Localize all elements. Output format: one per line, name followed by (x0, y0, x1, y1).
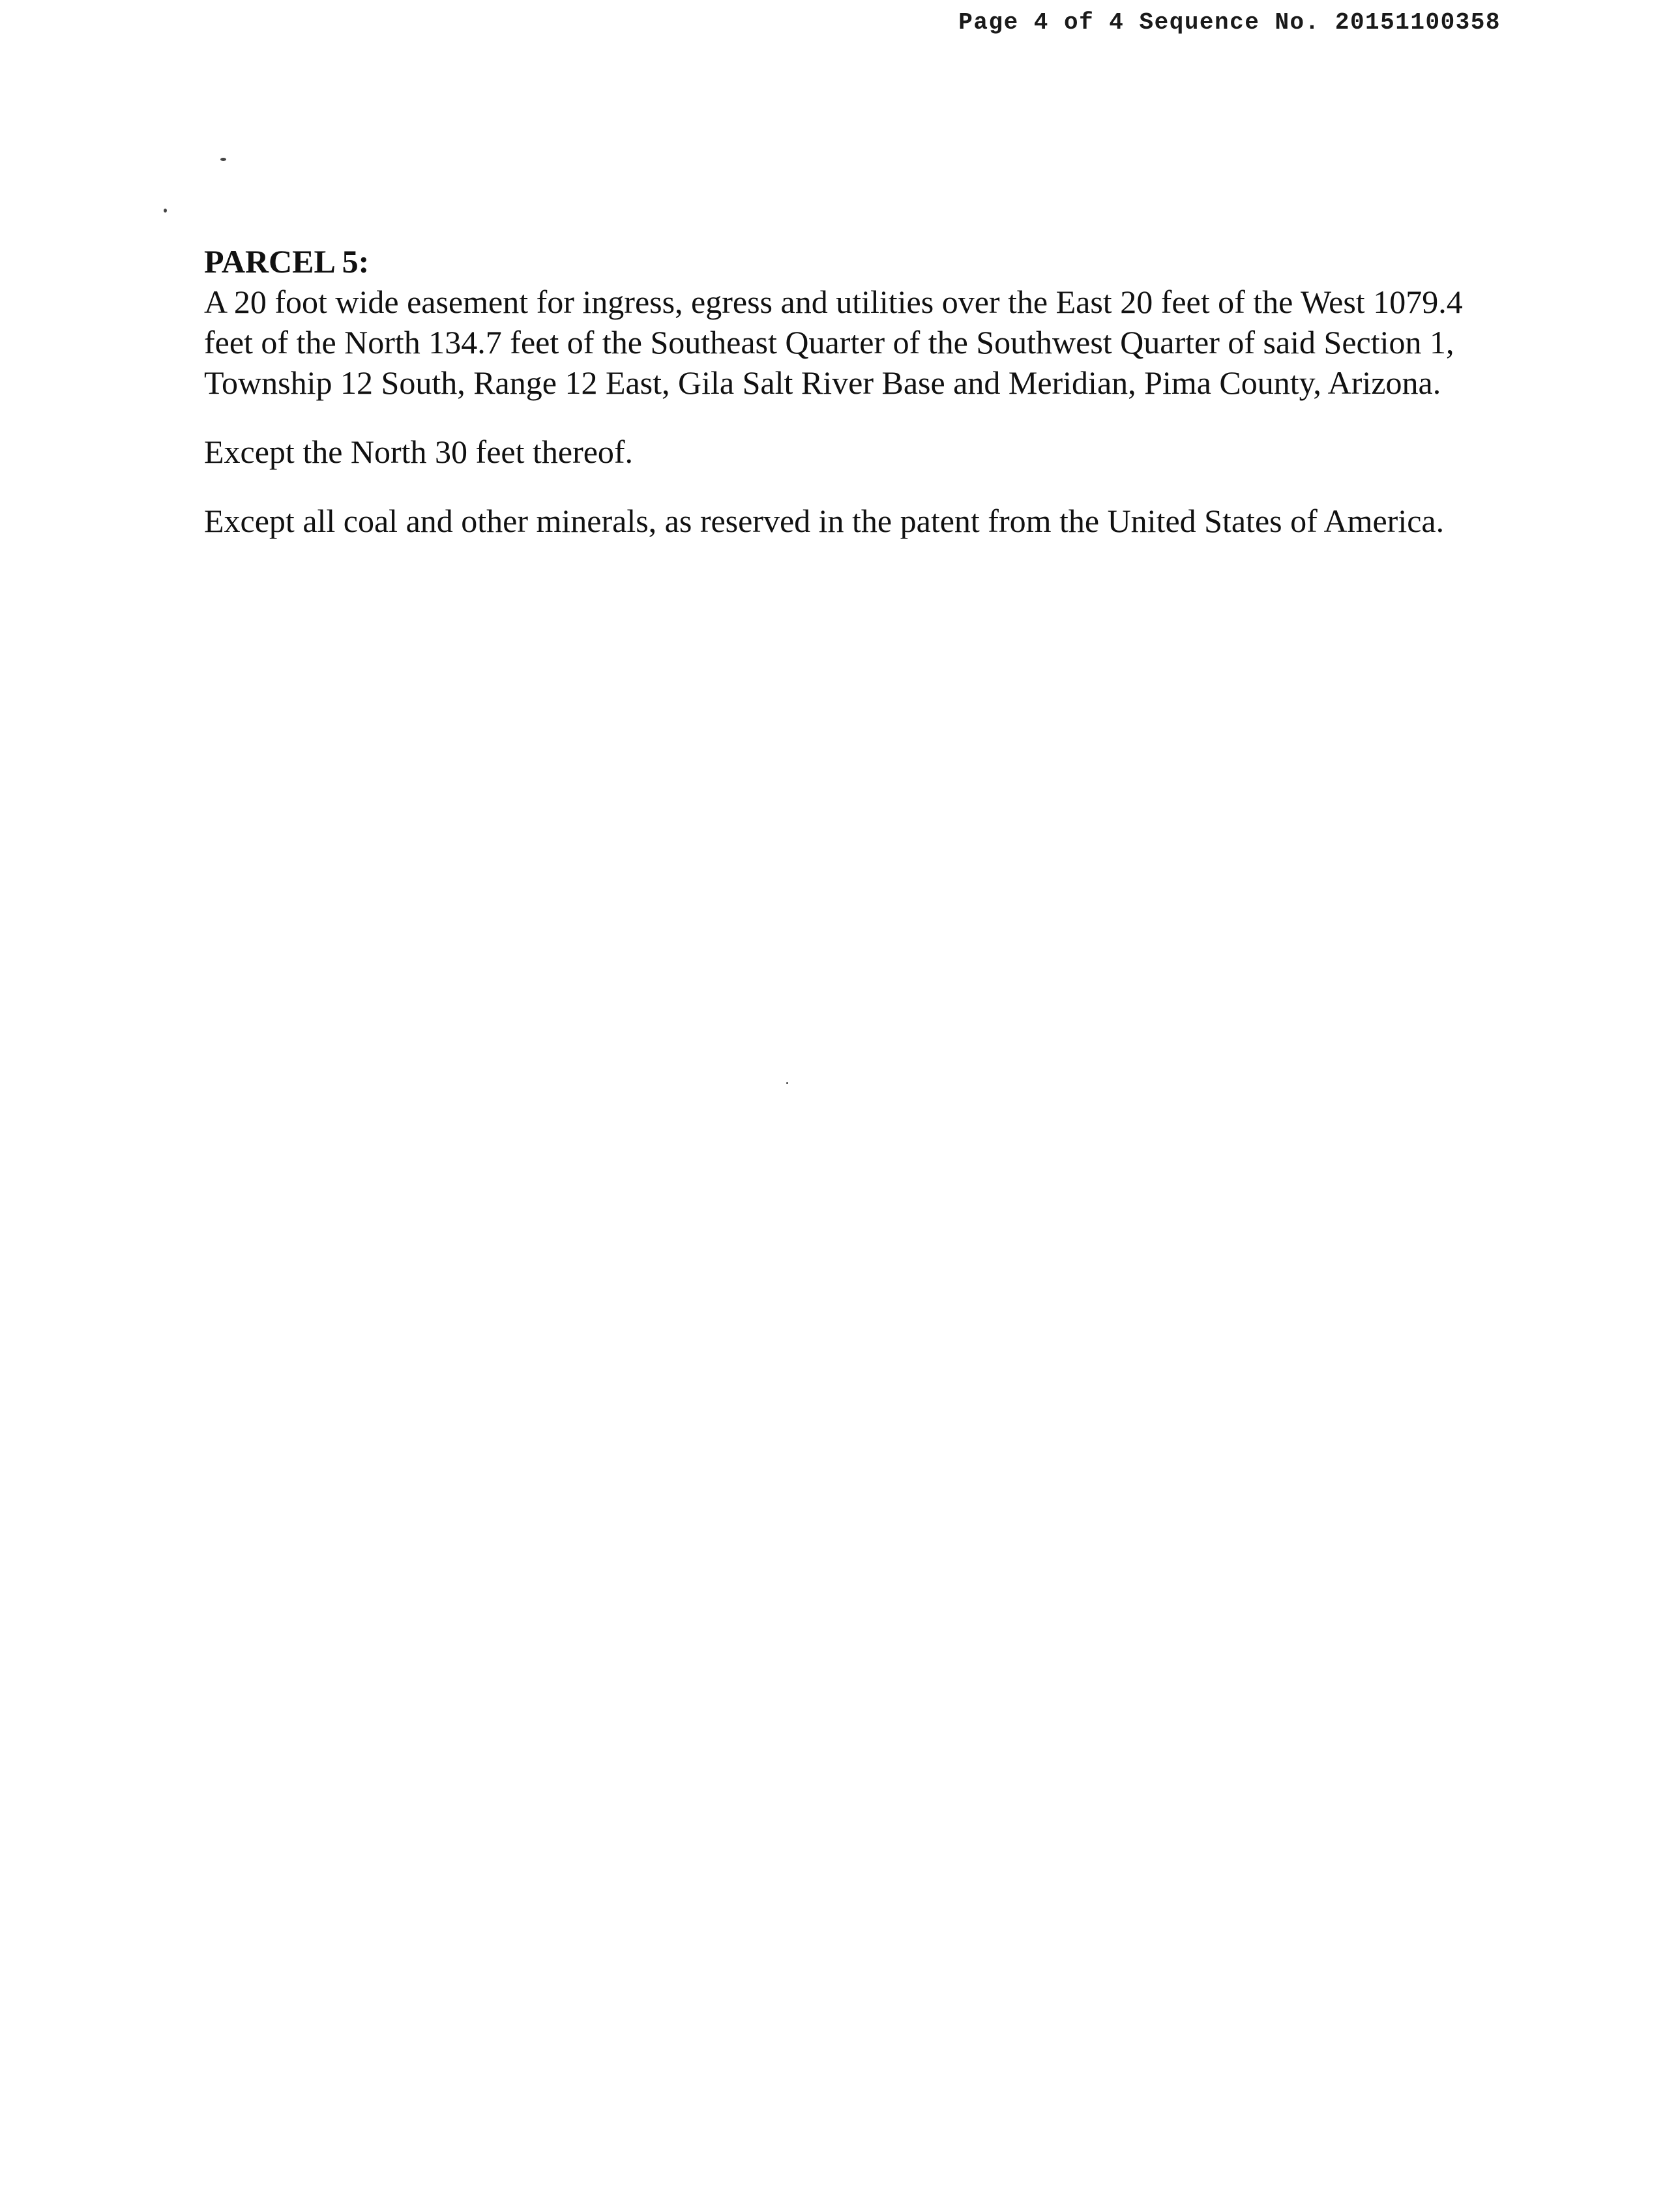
scan-speck (164, 209, 167, 213)
page-sequence-header: Page 4 of 4 Sequence No. 20151100358 (958, 9, 1501, 36)
parcel-heading: PARCEL 5: (204, 243, 370, 280)
parcel-section (204, 241, 1540, 541)
exception-minerals: Except all coal and other minerals, as reserved in the patent from the United States of America. (204, 503, 1445, 539)
exception-north-30-feet: Except the North 30 feet thereof. (204, 434, 634, 470)
scan-speck (786, 1082, 788, 1084)
parcel-description: A 20 foot wide easement for ingress, egress and utilities over the East 20 feet of the West 1079.4 feet of the North 134.7 feet of the Southeast Quarter of the Southwest Quarter of said Section 1, Township 12 South, Range 12 East, Gila Salt River Base and Meridian, Pima County, Arizona. (204, 284, 1463, 401)
scan-speck (220, 158, 226, 161)
